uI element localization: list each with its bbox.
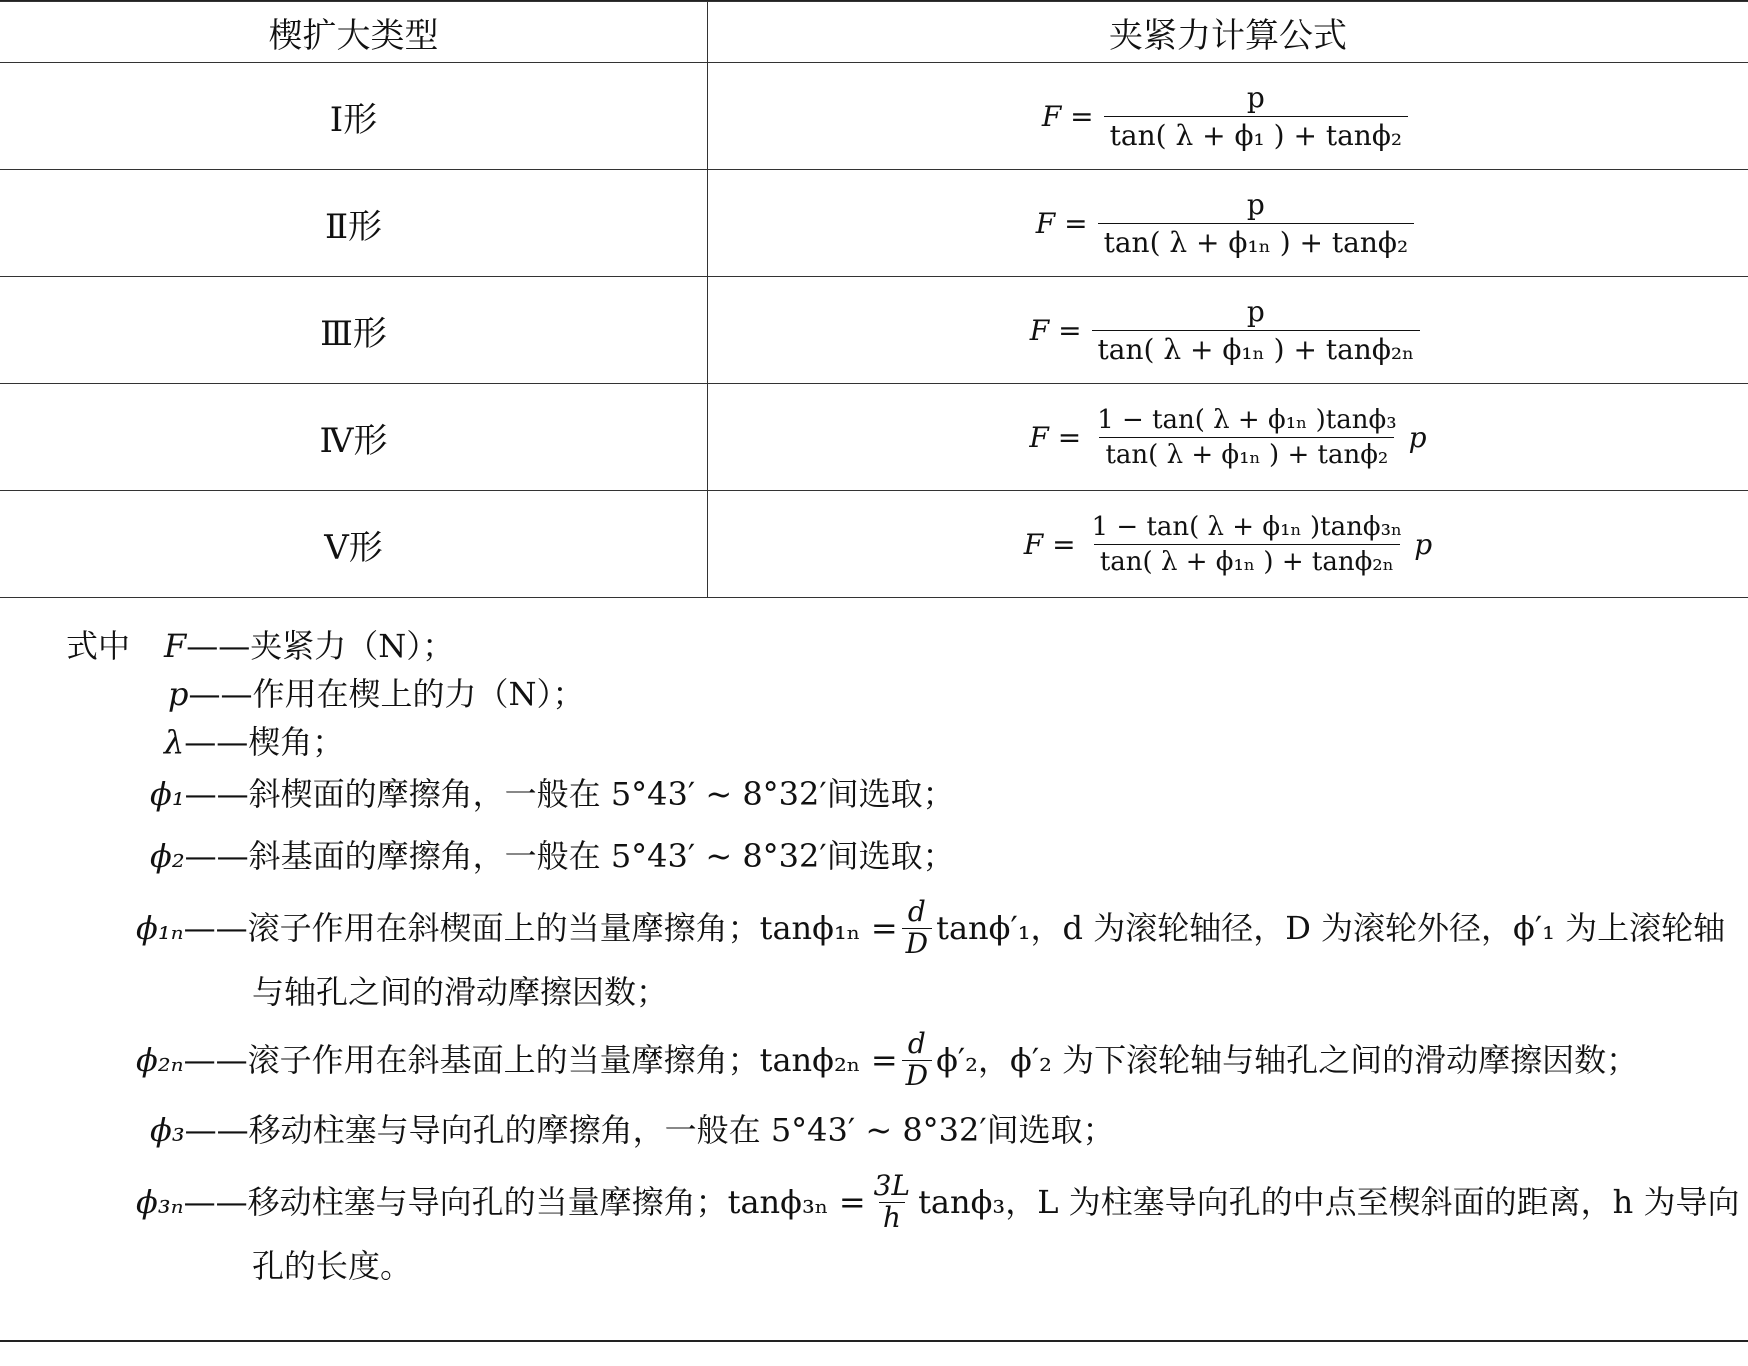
table-row	[0, 170, 1748, 277]
formula-lhs: F =	[1035, 206, 1088, 240]
header-clamping-formula: 夹紧力计算公式	[708, 2, 1748, 63]
note-symbol: ϕ₁ₙ	[136, 908, 184, 947]
note-symbol: ϕ₁	[150, 775, 185, 813]
note-fraction-numerator: d	[907, 895, 926, 928]
note-symbol: λ	[164, 723, 185, 761]
formula-denominator: tan( λ + ϕ₁ ) + tanϕ₂	[1104, 116, 1409, 152]
note-text: ——移动柱塞与导向孔的摩擦角，一般在 5°43′ ~ 8°32′间选取；	[184, 1111, 1115, 1149]
formula-numerator: p	[1246, 80, 1265, 114]
note-fraction-numerator: 3L	[873, 1169, 911, 1202]
note-item	[136, 1171, 1739, 1234]
formula-fraction	[1092, 295, 1421, 366]
note-text-after: tanϕ₃，L 为柱塞导向孔的中点至楔斜面的距离，h 为导向	[918, 1182, 1740, 1221]
note-symbol: F	[164, 627, 187, 665]
formula-numerator: p	[1246, 294, 1265, 328]
note-fraction-denominator: D	[902, 1060, 932, 1092]
formula-lhs: F =	[1023, 527, 1076, 561]
note-continuation	[252, 1245, 412, 1288]
table-header-row	[0, 2, 1748, 63]
formula-fraction	[1086, 512, 1409, 577]
note-continuation	[252, 971, 668, 1014]
row-formula	[708, 384, 1748, 491]
note-continuation-text: 与轴孔之间的滑动摩擦因数；	[252, 973, 669, 1011]
note-item	[136, 1029, 1638, 1092]
note-item	[168, 673, 585, 716]
note-text: ——楔角；	[184, 723, 345, 761]
note-item	[136, 897, 1725, 960]
note-fraction-numerator: d	[907, 1027, 926, 1060]
note-symbol: ϕ₂	[150, 837, 185, 875]
formula-fraction	[1091, 405, 1402, 470]
note-text: ——滚子作用在斜基面上的当量摩擦角；tanϕ₂ₙ =	[183, 1040, 898, 1079]
formula-fraction	[1098, 188, 1415, 259]
formula-numerator: 1 − tan( λ + ϕ₁ₙ )tanϕ₃ₙ	[1091, 511, 1403, 542]
note-item	[164, 625, 454, 668]
note-text-after: ϕ′₂，ϕ′₂ 为下滚轮轴与轴孔之间的滑动摩擦因数；	[936, 1040, 1639, 1079]
formula	[1036, 188, 1420, 259]
bottom-rule	[0, 1340, 1748, 1342]
row-formula	[708, 170, 1748, 277]
note-fraction	[870, 1171, 914, 1234]
note-text-after: tanϕ′₁，d 为滚轮轴径，D 为滚轮外径，ϕ′₁ 为上滚轮轴	[936, 908, 1726, 947]
formula	[1042, 81, 1414, 152]
row-type: Ⅲ形	[0, 277, 708, 384]
formula-trailing-factor: p	[1408, 420, 1427, 454]
note-symbol: ϕ₃ₙ	[136, 1182, 184, 1221]
note-text: ——作用在楔上的力（N）；	[188, 675, 585, 713]
note-text: ——斜基面的摩擦角，一般在 5°43′ ~ 8°32′间选取；	[184, 837, 955, 875]
row-type: Ⅰ形	[0, 63, 708, 170]
row-type: Ⅴ形	[0, 491, 708, 598]
formula-lhs: F =	[1029, 313, 1082, 347]
formula-table	[0, 1, 1748, 598]
note-continuation-text: 孔的长度。	[252, 1247, 413, 1285]
formula-trailing-factor: p	[1414, 527, 1433, 561]
formula-lhs: F =	[1041, 99, 1094, 133]
note-symbol: ϕ₂ₙ	[136, 1040, 184, 1079]
table-row	[0, 384, 1748, 491]
note-fraction-denominator: D	[902, 928, 932, 960]
note-symbol: p	[168, 675, 189, 713]
note-item	[164, 721, 344, 764]
formula-denominator: tan( λ + ϕ₁ₙ ) + tanϕ₂ₙ	[1092, 330, 1421, 366]
row-formula	[708, 63, 1748, 170]
note-text: ——移动柱塞与导向孔的当量摩擦角；tanϕ₃ₙ =	[183, 1182, 866, 1221]
note-fraction	[902, 1029, 932, 1092]
note-text: ——滚子作用在斜楔面上的当量摩擦角；tanϕ₁ₙ =	[183, 908, 898, 947]
table-row	[0, 63, 1748, 170]
formula-denominator: tan( λ + ϕ₁ₙ ) + tanϕ₂ₙ	[1094, 544, 1400, 577]
formula-numerator: 1 − tan( λ + ϕ₁ₙ )tanϕ₃	[1097, 404, 1397, 435]
formula	[1029, 405, 1426, 470]
row-formula	[708, 277, 1748, 384]
table-row	[0, 277, 1748, 384]
note-item	[150, 1109, 1115, 1152]
note-text: ——斜楔面的摩擦角，一般在 5°43′ ~ 8°32′间选取；	[184, 775, 955, 813]
formula	[1024, 512, 1432, 577]
row-formula	[708, 491, 1748, 598]
formula-numerator: p	[1246, 187, 1265, 221]
row-type: Ⅱ形	[0, 170, 708, 277]
row-type: Ⅳ形	[0, 384, 708, 491]
table-row	[0, 491, 1748, 598]
note-item	[150, 773, 955, 816]
note-item	[150, 835, 955, 878]
header-wedge-type: 楔扩大类型	[0, 2, 708, 63]
formula-fraction	[1104, 81, 1409, 152]
formula-denominator: tan( λ + ϕ₁ₙ ) + tanϕ₂	[1099, 437, 1394, 470]
notes-intro	[66, 625, 130, 668]
formula	[1030, 295, 1427, 366]
formula-denominator: tan( λ + ϕ₁ₙ ) + tanϕ₂	[1098, 223, 1415, 259]
notes-intro-label: 式中	[66, 627, 131, 665]
note-symbol: ϕ₃	[150, 1111, 185, 1149]
note-fraction	[902, 897, 932, 960]
formula-lhs: F =	[1029, 420, 1082, 454]
note-text: ——夹紧力（N）；	[186, 627, 455, 665]
note-fraction-denominator: h	[879, 1202, 905, 1234]
